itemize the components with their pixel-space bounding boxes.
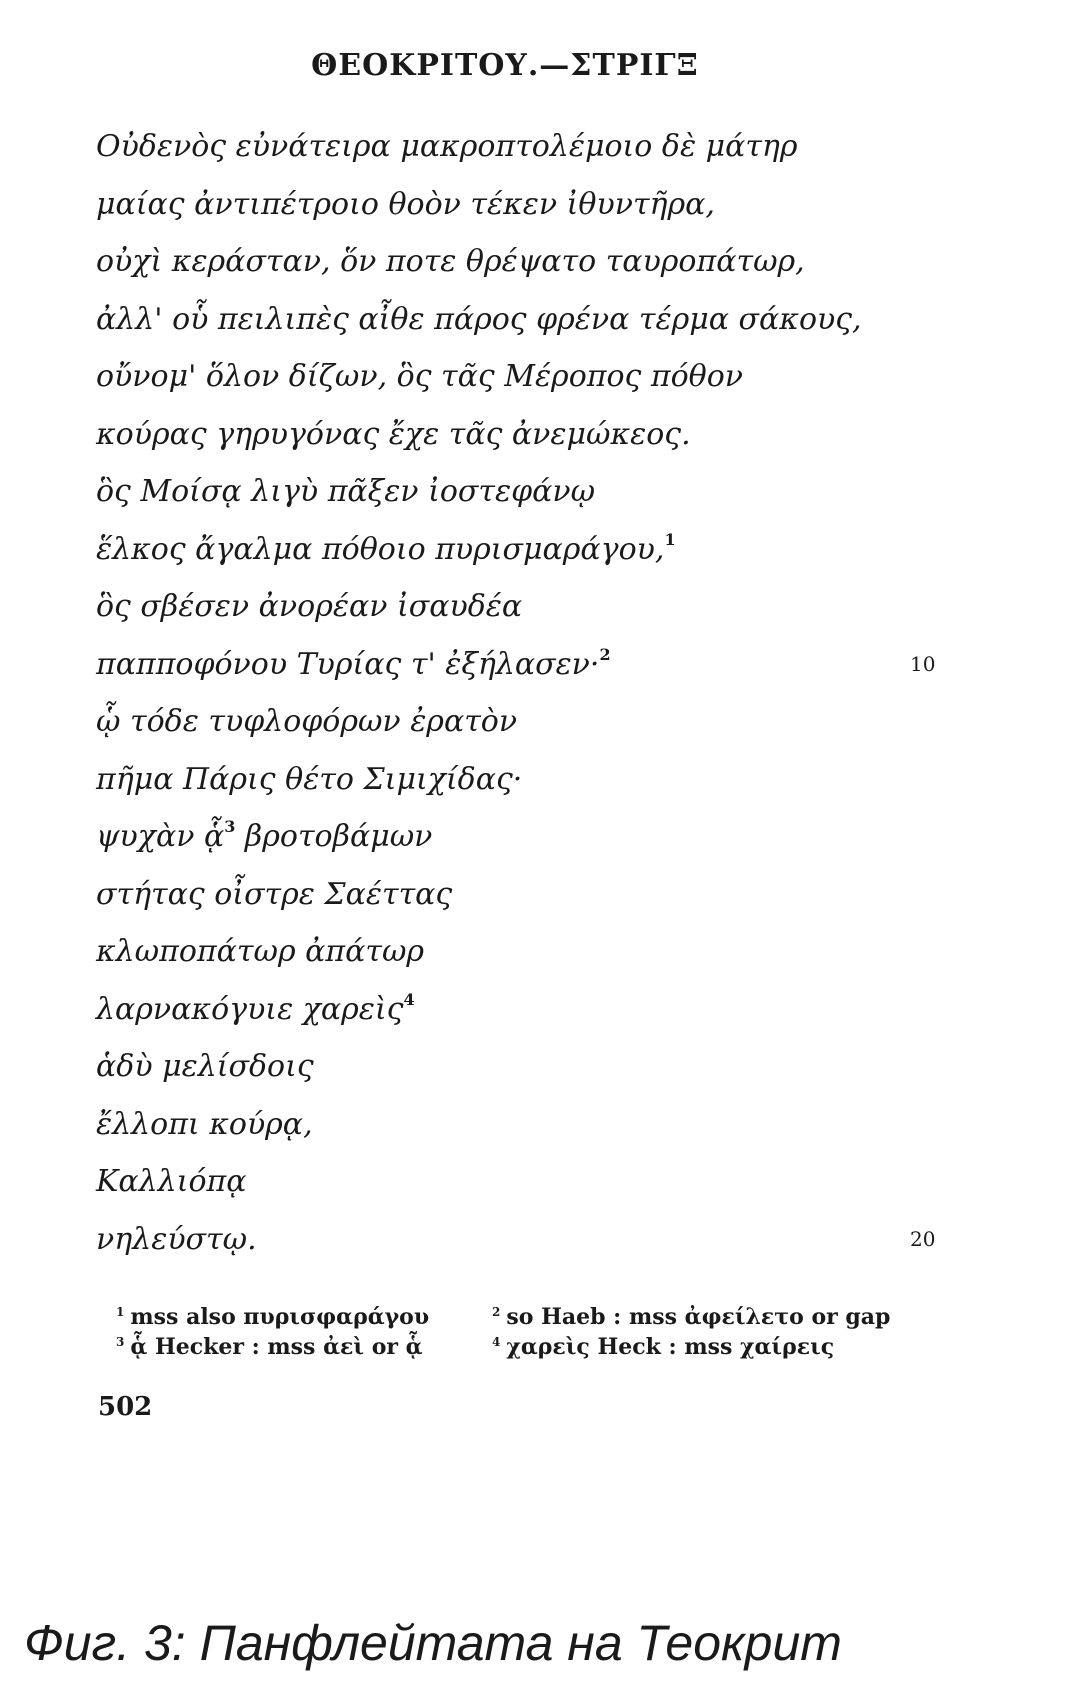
- footnote: [492, 1332, 834, 1362]
- poem-line: [96, 1038, 956, 1096]
- poem-line-text-tail: βροτοβάμων: [235, 819, 433, 854]
- footnote-text: χαρεὶς Heck : mss χαίρεις: [506, 1334, 835, 1360]
- footnote-text: so Haeb : mss ἀφείλετο or gap: [506, 1304, 891, 1330]
- footnote-mark: 2: [492, 1305, 501, 1319]
- line-number: 10: [910, 651, 936, 676]
- poem-line: [96, 118, 956, 176]
- footnote: [492, 1302, 890, 1332]
- poem-line-text: ἁδὺ μελίσδοις: [96, 1049, 314, 1084]
- footnote-text: ᾇ Hecker : mss ἀεὶ or ᾇ: [130, 1334, 423, 1360]
- footnote-text: mss also πυρισφαράγου: [130, 1304, 430, 1330]
- poem-line: [96, 463, 956, 521]
- line-number: 20: [910, 1226, 936, 1251]
- poem-line: [96, 521, 956, 579]
- poem-line: [96, 348, 956, 406]
- poem-line: [96, 1096, 956, 1154]
- poem-line: [96, 291, 956, 349]
- poem-line-text: λαρνακόγυιε χαρεὶς: [96, 991, 404, 1027]
- poem-line: [96, 808, 956, 866]
- poem-line-text: Οὐδενὸς εὐνάτειρα μακροπτολέμοιο δὲ μάτηρ: [96, 129, 798, 164]
- footnote: [116, 1302, 429, 1332]
- poem-line-text: κλωποπάτωρ ἀπάτωρ: [96, 934, 425, 969]
- poem-line-text: ἔλλοπι κούρᾳ,: [96, 1106, 313, 1142]
- running-head: ΘΕΟΚΡΙΤΟΥ.—ΣΤΡΙΓΞ: [311, 48, 699, 83]
- poem-line-text: ᾧ τόδε τυφλοφόρων ἐρατὸν: [96, 704, 518, 739]
- page-number: 502: [98, 1392, 153, 1422]
- figure-caption: Фиг. 3: Панфлейтата на Теокрит: [24, 1615, 842, 1671]
- poem-line-text: ἕλκος ἄγαλμα πόθοιο πυρισμαράγου,: [96, 531, 665, 567]
- poem-line: [96, 406, 956, 464]
- poem-line-text: ἀλλ' οὗ πειλιπὲς αἶθε πάρος φρένα τέρμα σάκους,: [96, 301, 862, 337]
- poem-line: [96, 636, 956, 694]
- poem-line: [96, 981, 956, 1039]
- footnote-marker: 3: [224, 817, 236, 836]
- poem-line-text: μαίας ἀντιπέτροιο θοὸν τέκεν ἰθυντῆρα,: [96, 186, 715, 222]
- poem-line: [96, 176, 956, 234]
- poem-line-text: στήτας οἶστρε Σαέττας: [96, 876, 453, 912]
- poem-line-text: κούρας γηρυγόνας ἔχε τᾶς ἀνεμώκεος.: [96, 416, 691, 452]
- poem-line: [96, 693, 956, 751]
- poem-line-text: πῆμα Πάρις θέτο Σιμιχίδας·: [96, 761, 523, 797]
- poem-line: [96, 923, 956, 981]
- footnote-row: [116, 1302, 916, 1332]
- poem: [96, 118, 956, 1268]
- footnotes: [116, 1302, 916, 1362]
- poem-line-text: οὐχὶ κεράσταν, ὅν ποτε θρέψατο ταυροπάτωρ,: [96, 244, 805, 279]
- poem-line-text: νηλεύστῳ.: [96, 1221, 257, 1257]
- poem-line-text: οὔνομ' ὅλον δίζων, ὃς τᾶς Μέροπος πόθον: [96, 359, 744, 394]
- footnote-row: [116, 1332, 916, 1362]
- footnote-marker: 1: [664, 529, 676, 549]
- footnote-marker: 4: [403, 989, 415, 1009]
- poem-line-text: ψυχὰν ᾇ: [96, 819, 225, 854]
- footnote-mark: 3: [116, 1335, 125, 1349]
- poem-line: [96, 1211, 956, 1269]
- footnote: [116, 1332, 423, 1362]
- footnote-mark: 4: [492, 1335, 501, 1349]
- poem-line: [96, 233, 956, 291]
- poem-line: [96, 578, 956, 636]
- poem-line-text: παπποφόνου Τυρίας τ' ἐξήλασεν·: [96, 646, 600, 682]
- poem-line: [96, 866, 956, 924]
- poem-line-text: ὃς Μοίσᾳ λιγὺ πᾶξεν ἰοστεφάνῳ: [96, 474, 596, 509]
- poem-line: [96, 1153, 956, 1211]
- poem-line: [96, 751, 956, 809]
- footnote-mark: 1: [116, 1305, 125, 1319]
- footnote-marker: 2: [599, 644, 611, 664]
- poem-line-text: Καλλιόπᾳ: [96, 1164, 247, 1199]
- poem-line-text: ὃς σβέσεν ἀνορέαν ἰσαυδέα: [96, 589, 523, 624]
